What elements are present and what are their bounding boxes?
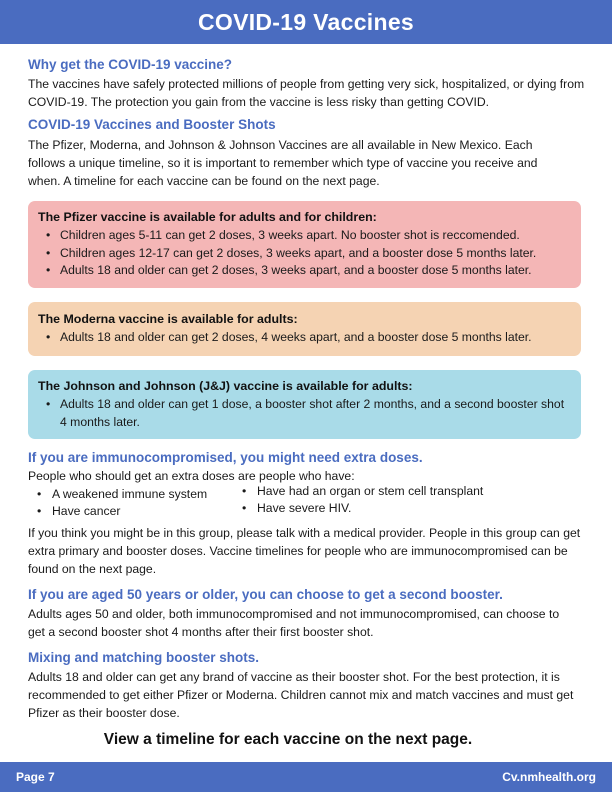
immuno-list-right	[233, 483, 483, 520]
list-item: • Adults 18 and older can get 2 doses, 4 weeks apart, and a booster dose 5 months later.	[38, 329, 571, 347]
pfizer-title: The Pfizer vaccine is available for adults and for children:	[38, 210, 377, 224]
footer-bar	[0, 762, 612, 792]
list-item: • Adults 18 and older can get 1 dose, a booster shot after 2 months, and a second booster shot 4 months later.	[38, 396, 568, 431]
immuno-heading: If you are immunocompromised, you might need extra doses.	[28, 450, 423, 465]
immuno-intro: People who should get an extra doses are people who have:	[28, 469, 355, 483]
vaccines-heading: COVID-19 Vaccines and Booster Shots	[28, 117, 276, 132]
jj-title: The Johnson and Johnson (J&J) vaccine is available for adults:	[38, 379, 413, 393]
list-item: • Have severe HIV.	[233, 500, 483, 517]
mixing-text: Adults 18 and older can get any brand of vaccine as their booster shot. For the best protection, it is recommended to get either Pfizer or Moderna. Children cannot mix and match vaccines and must get Pfizer as their booster dose.	[28, 670, 574, 720]
list-item: • Adults 18 and older can get 2 doses, 3 weeks apart, and a booster dose 5 months later.	[38, 262, 571, 280]
list-item: • Have cancer	[28, 503, 233, 520]
jj-box	[28, 370, 581, 439]
why-text: The vaccines have safely protected millions of people from getting very sick, hospitalized, or dying from COVID-19. The protection you gain from the vaccine is less risky than getting COVID.	[28, 77, 585, 109]
page-title: COVID-19 Vaccines	[197, 8, 415, 35]
header-bar	[0, 0, 612, 44]
why-heading: Why get the COVID-19 vaccine?	[28, 57, 233, 72]
aged-text: Adults ages 50 and older, both immunocompromised and not immunocompromised, can choose to get a second booster shot 4 months after their first booster shot.	[28, 607, 560, 639]
moderna-list	[38, 329, 571, 347]
timeline-callout: View a timeline for each vaccine on the next page.	[103, 731, 473, 748]
pfizer-box	[28, 201, 581, 288]
list-item: • Have had an organ or stem cell transplant	[233, 483, 483, 500]
list-item: • Children ages 5-11 can get 2 doses, 3 weeks apart. No booster shot is reccomended.	[38, 227, 571, 245]
list-item: • A weakened immune system	[28, 486, 233, 503]
immuno-conditions	[28, 486, 592, 520]
mixing-heading: Mixing and matching booster shots.	[28, 650, 260, 665]
immuno-list-left	[28, 486, 233, 520]
pfizer-list	[38, 227, 571, 280]
page-number: Page 7	[16, 770, 55, 784]
aged-heading: If you are aged 50 years or older, you can choose to get a second booster.	[28, 587, 503, 602]
moderna-title: The Moderna vaccine is available for adults:	[38, 311, 298, 326]
main-content	[28, 56, 592, 749]
vaccines-text: The Pfizer, Moderna, and Johnson & Johnson Vaccines are all available in New Mexico. Each follows a unique timeline, so it is important to remember which type of vaccine you receive and when. A timeline for each vaccine can be found on the next page.	[28, 138, 538, 188]
moderna-box	[28, 302, 581, 357]
website-link[interactable]: Cv.nmhealth.org	[502, 770, 596, 784]
list-item: • Children ages 12-17 can get 2 doses, 3 weeks apart, and a booster dose 5 months later.	[38, 245, 571, 263]
jj-list	[38, 396, 568, 431]
immuno-text: If you think you might be in this group, please talk with a medical provider. People in this group can get extra primary and booster doses. Vaccine timelines for people who are immunocompromised can be found on the next page.	[28, 526, 581, 576]
